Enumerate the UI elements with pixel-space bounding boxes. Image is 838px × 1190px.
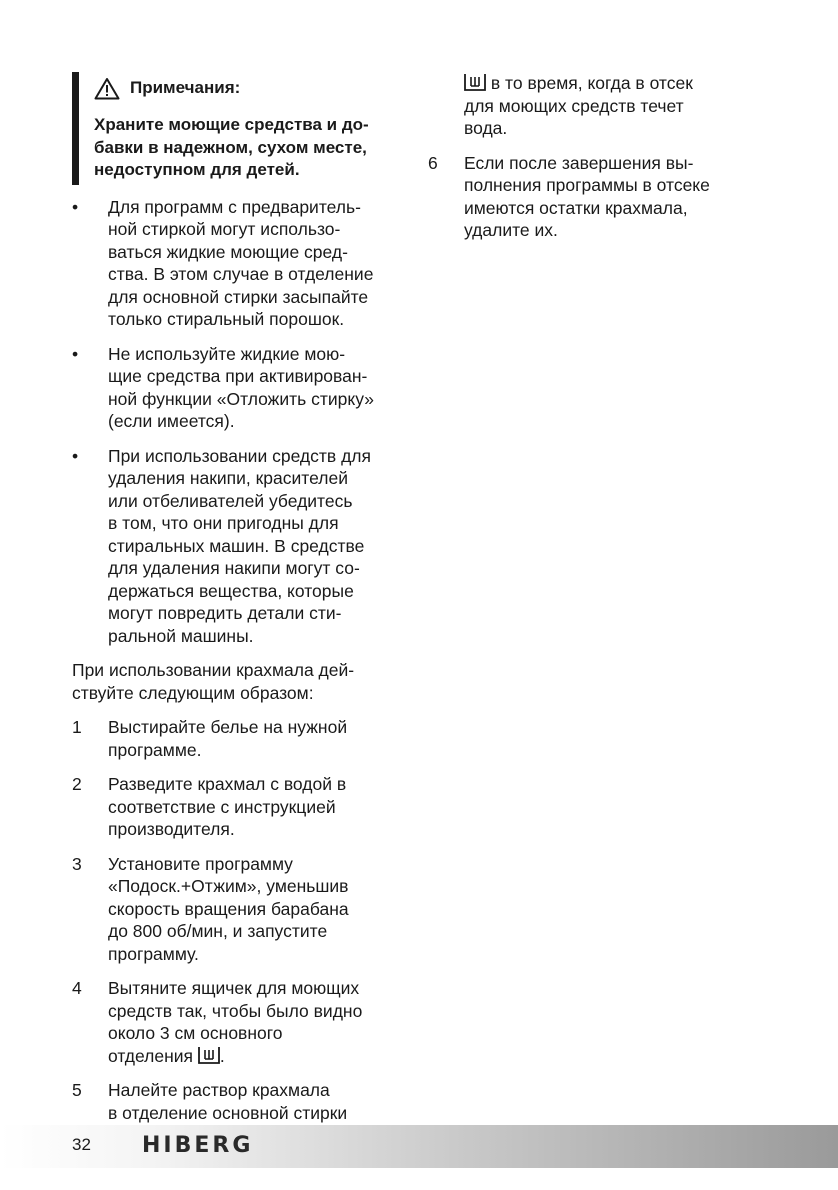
step-line: программу. [108,943,199,964]
intro-line: При использовании крахмала дей- [72,660,355,680]
bullet-line: ваться жидкие моющие сред- [108,241,348,262]
bullet-line: для удаления накипи могут со- [108,558,360,578]
step-line-suffix: . [219,1045,225,1066]
step-number: 4 [72,978,82,998]
bullet-line: стиральных машин. В средстве [108,535,365,556]
step-line: около 3 см основного [108,1023,283,1043]
step-number: 3 [72,853,82,874]
right-column [428,72,768,254]
page-footer [0,1125,838,1168]
step-line [464,72,768,95]
step-line: производителя. [108,819,235,839]
step-number: 5 [72,1080,82,1100]
bullet-line: ной стиркой могут использо- [108,219,341,239]
bullet-marker: • [72,445,79,466]
step-line: Выстирайте белье на нужной [108,717,348,737]
step-line: вода. [464,118,508,138]
step-line [108,1045,417,1068]
step-line: полнения программы в отсеке [464,175,710,195]
starch-intro [72,659,417,704]
step-line: Если после завершения вы- [464,152,694,173]
step-item [72,1079,417,1124]
note-line: недоступном для детей. [94,160,300,179]
bullet-item [72,196,417,331]
step-item [72,773,417,841]
note-bar [72,72,79,185]
step-continuation [428,72,768,140]
step-item [428,152,768,242]
bullet-line: ральной машины. [108,625,254,646]
main-wash-compartment-icon [464,73,486,91]
step-line: до 800 об/мин, и запустите [108,921,328,941]
note-line: бавки в надежном, сухом месте, [94,137,367,157]
warning-triangle-icon [94,77,120,100]
bullet-line: или отбеливателей убедитесь [108,490,353,511]
step-line: программе. [108,739,202,760]
bullet-line: держаться вещества, которые [108,580,354,601]
step-line-text: отделения [108,1045,194,1066]
step-line: Разведите крахмал с водой в [108,774,347,794]
note-line: Храните моющие средства и до- [94,115,369,134]
bullet-line: только стиральный порошок. [108,309,345,329]
bullet-line: щие средства при активирован- [108,366,368,386]
bullet-marker: • [72,196,79,217]
step-line: «Подоск.+Отжим», уменьшив [108,876,349,896]
bullet-line: ной функции «Отложить стирку» [108,388,374,409]
bullet-line: могут повредить детали сти- [108,603,342,623]
step-line: средств так, чтобы было видно [108,1000,363,1021]
step-line: удалите их. [464,220,558,240]
intro-line: ствуйте следующим образом: [72,682,314,703]
bullet-line: удаления накипи, красителей [108,468,348,488]
bullet-line: ства. В этом случае в отделение [108,264,374,284]
note-title: Примечания: [130,78,241,97]
note-header [94,72,417,104]
step-line: для моющих средств течет [464,95,684,116]
note-text [94,114,417,182]
bullet-line: (если имеется). [108,411,235,431]
step-item [72,716,417,761]
step-number: 2 [72,774,82,794]
bullet-line: Для программ с предваритель- [108,196,361,217]
left-column [72,72,417,1136]
bullet-line: для основной стирки засыпайте [108,286,369,307]
bullet-marker: • [72,343,79,364]
step-number: 6 [428,152,438,173]
step-line-text: в то время, когда в отсек [490,73,693,93]
step-line: имеются остатки крахмала, [464,197,688,218]
bullet-line: Не используйте жидкие мою- [108,343,346,364]
step-number: 1 [72,717,82,737]
note-box [72,72,417,182]
brand-logo: HIBERG [142,1133,254,1158]
bullet-item [72,445,417,648]
bullet-line: в том, что они пригодны для [108,513,339,533]
step-line: Вытяните ящичек для моющих [108,978,360,998]
step-line: скорость вращения барабана [108,898,349,919]
step-line: в отделение основной стирки [108,1102,348,1123]
page-number: 32 [72,1135,91,1154]
step-line: Установите программу [108,853,293,874]
step-line: соответствие с инструкцией [108,796,336,817]
step-line: Налейте раствор крахмала [108,1080,330,1100]
main-wash-compartment-icon [198,1046,220,1064]
step-item [72,977,417,1067]
bullet-line: При использовании средств для [108,445,371,466]
bullet-item [72,343,417,433]
step-item [72,853,417,966]
